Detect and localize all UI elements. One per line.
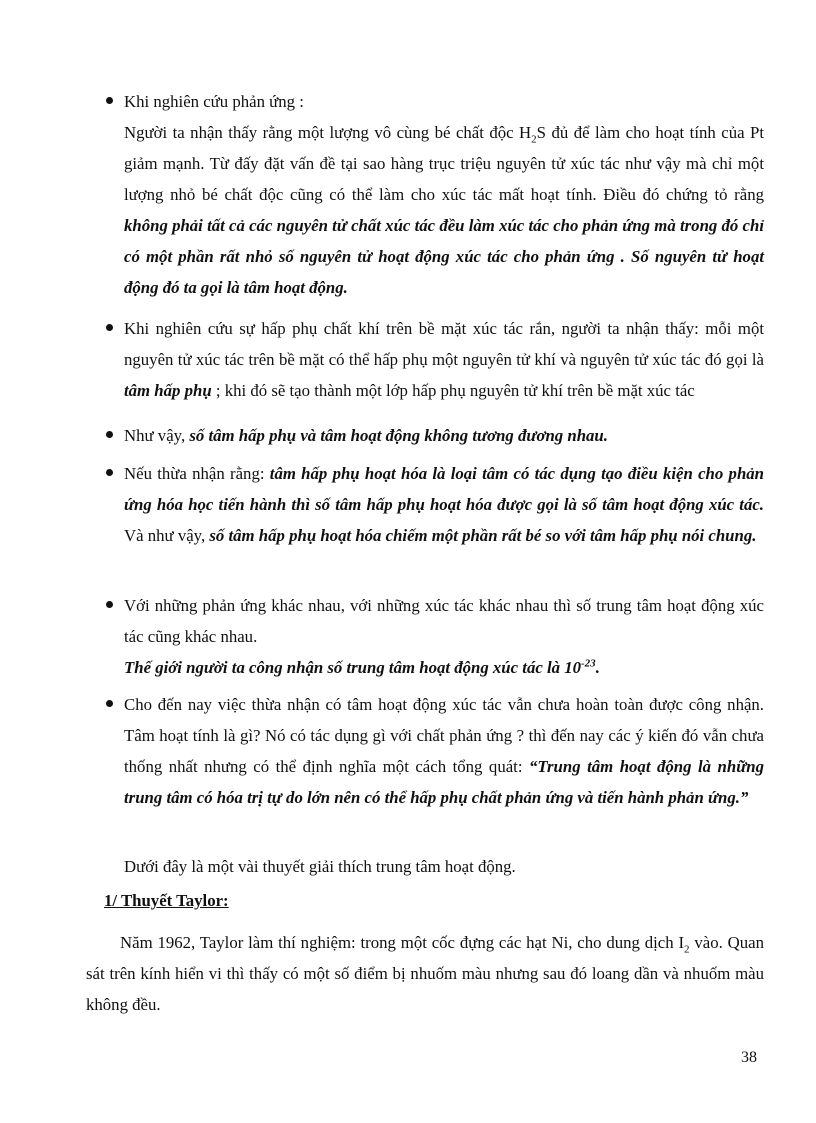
section-paragraph: Năm 1962, Taylor làm thí nghiệm: trong một cốc đựng các hạt Ni, cho dung dịch $I_2$ vào. Quan sát trên kính hiển vi thì thấy có một số điểm bị nhuốm màu nhưng sau đó loang dần và nhuốm màu không đều. [86, 933, 764, 1014]
bullet-5-body: Với những phản ứng khác nhau, với những xúc tác khác nhau thì số trung tâm hoạt động xúc tác cũng khác nhau. [124, 596, 764, 646]
bullet-icon [106, 324, 113, 331]
bullet-icon [106, 431, 113, 438]
emphasis-text: “Trung tâm hoạt động là những trung tâm có hóa trị tự do lớn nên có thể hấp phụ chất phản ứng và tiến hành phản ứng.” [124, 757, 764, 807]
emphasis-text: tâm hấp phụ [124, 381, 212, 400]
bullet-icon [106, 601, 113, 608]
bullet-6-followup: Dưới đây là một vài thuyết giải thích trung tâm hoạt động. [124, 857, 516, 876]
emphasis-text: Thế giới người ta công nhận số trung tâm hoạt động xúc tác là 10 [124, 658, 582, 677]
bullet-icon [106, 97, 113, 104]
bullet-3-body: Như vậy, số tâm hấp phụ và tâm hoạt động không tương đương nhau. [124, 426, 608, 445]
bullet-4-body: Nếu thừa nhận rằng: tâm hấp phụ hoạt hóa là loại tâm có tác dụng tạo điều kiện cho phản ứng hóa học tiến hành thì số tâm hấp phụ hoạt hóa được gọi là số tâm hoạt động xúc tác. Và như vậy, số tâm hấp phụ hoạt hóa chiếm một phần rất bé so với tâm hấp phụ nói chung. [124, 464, 764, 545]
bullet-1-body: Người ta nhận thấy rằng một lượng vô cùng bé chất độc $H_2S$ đủ để làm cho hoạt tính của Pt giảm mạnh. Từ đấy đặt vấn đề tại sao hàng trục triệu nguyên tử xúc tác như vậy mà chỉ một lượng nhỏ bé chất độc cũng có thể làm cho xúc tác mất hoạt tính. Điều đó chứng tỏ rằng không phải tất cả các nguyên tử chất xúc tác đều làm xúc tác cho phản ứng mà trong đó chỉ có một phần rất nhỏ số nguyên tử hoạt động xúc tác cho phản ứng . Số nguyên tử hoạt động đó ta gọi là tâm hoạt động. [124, 123, 764, 297]
bullet-2-body: Khi nghiên cứu sự hấp phụ chất khí trên bề mặt xúc tác rắn, người ta nhận thấy: mỗi một nguyên tử xúc tác trên bề mặt có thể hấp phụ một nguyên tử khí và nguyên tử xúc tác đó gọi là tâm hấp phụ ; khi đó sẽ tạo thành một lớp hấp phụ nguyên tử khí trên bề mặt xúc tác [124, 319, 764, 400]
section-heading: 1/ Thuyết Taylor: [104, 891, 229, 910]
page-number: 38 [741, 1049, 757, 1066]
bullet-icon [106, 469, 113, 476]
bullet-6-body: Cho đến nay việc thừa nhận có tâm hoạt động xúc tác vẫn chưa hoàn toàn được công nhận. Tâm hoạt tính là gì? Nó có tác dụng gì với chất phản ứng ? thì đến nay các ý kiến đó vẫn chưa thống nhất nhưng có thể định nghĩa một cách tổng quát: “Trung tâm hoạt động là những trung tâm có hóa trị tự do lớn nên có thể hấp phụ chất phản ứng và tiến hành phản ứng.” [124, 695, 764, 807]
bullet-5-statement: Thế giới người ta công nhận số trung tâm hoạt động xúc tác là $10^{-23}$. [124, 657, 600, 677]
bullet-1-intro: Khi nghiên cứu phản ứng : [124, 92, 304, 111]
emphasis-text: tâm hấp phụ hoạt hóa là loại tâm có tác dụng tạo điều kiện cho phản ứng hóa học tiến hành thì số tâm hấp phụ hoạt hóa được gọi là số tâm hoạt động xúc tác. [124, 464, 764, 514]
bullet-icon [106, 700, 113, 707]
emphasis-text: không phải tất cả các nguyên tử chất xúc tác đều làm xúc tác cho phản ứng mà trong đó chỉ có một phần rất nhỏ số nguyên tử hoạt động xúc tác cho phản ứng . Số nguyên tử hoạt động đó ta gọi là tâm hoạt động. [124, 216, 764, 297]
emphasis-text: số tâm hấp phụ và tâm hoạt động không tương đương nhau. [189, 426, 608, 445]
emphasis-text: số tâm hấp phụ hoạt hóa chiếm một phần rất bé so với tâm hấp phụ nói chung. [209, 526, 757, 545]
